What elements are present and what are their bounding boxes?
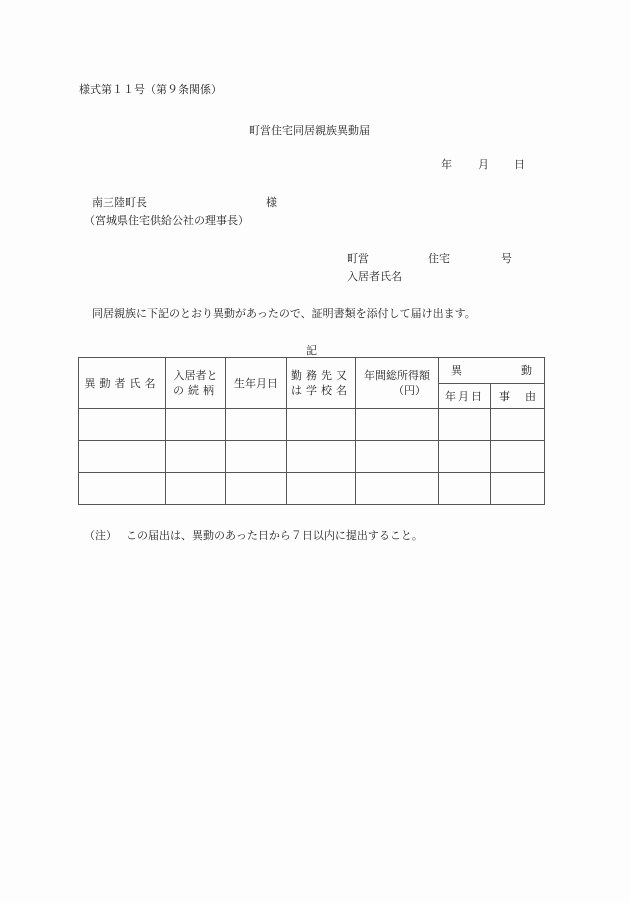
cell-date[interactable] [439,473,491,505]
housing-line [347,250,512,266]
note-label: （注） [84,529,117,542]
date-day-field[interactable]: 日 [514,158,525,171]
header-work [287,358,356,409]
header-work-line2: は学校名 [291,384,351,397]
header-relation [166,358,226,409]
cell-income[interactable] [356,473,439,505]
cell-work[interactable] [287,409,356,441]
table-row [79,409,545,441]
resident-name-label: 入居者氏名 [347,270,402,283]
cell-reason[interactable] [491,473,545,505]
document-title: 町営住宅同居親族異動届 [249,124,370,137]
note-text: この届出は、異動のあった日から７日以内に提出すること。 [126,529,423,542]
header-reason-right: 由 [525,389,536,403]
header-income-line2: （円） [393,384,426,397]
cell-birthdate[interactable] [226,441,287,473]
header-change-right: 動 [521,364,532,377]
housing-number-field[interactable]: 号 [501,252,512,265]
table-row [79,473,545,505]
cell-relation[interactable] [166,441,226,473]
cell-reason[interactable] [491,441,545,473]
header-reason-left: 事 [499,389,510,403]
header-relation-line1: 入居者と [173,369,218,382]
cell-reason[interactable] [491,409,545,441]
addressee-honorific: 様 [266,196,277,209]
statement-text: 同居親族に下記のとおり異動があったので、証明書類を添付して届け出ます。 [92,307,476,320]
addressee-name: 南三陸町長 [92,196,147,209]
cell-name[interactable] [79,409,166,441]
header-change-date: 年月日 [439,384,491,409]
cell-income[interactable] [356,409,439,441]
cell-relation[interactable] [166,409,226,441]
header-birthdate: 生年月日 [226,358,287,409]
header-change [439,358,545,384]
cell-birthdate[interactable] [226,409,287,441]
date-year-field[interactable]: 年 [441,158,452,171]
table-row [79,441,545,473]
form-number: 様式第１１号（第９条関係） [79,83,222,96]
cell-birthdate[interactable] [226,473,287,505]
note [84,527,423,543]
cell-date[interactable] [439,441,491,473]
header-relation-line2: の続柄 [173,384,218,397]
header-work-line1: 勤務先又 [291,369,351,382]
cell-date[interactable] [439,409,491,441]
table-header-row [79,358,545,384]
cell-work[interactable] [287,473,356,505]
housing-name-field[interactable]: 住宅 [428,252,450,265]
ki-heading: 記 [306,344,317,357]
change-table [78,357,545,505]
cell-name[interactable] [79,441,166,473]
cell-income[interactable] [356,441,439,473]
header-change-reason [491,384,545,409]
header-name: 異動者氏名 [79,358,166,409]
date-month-field[interactable]: 月 [478,158,489,171]
cell-work[interactable] [287,441,356,473]
cell-relation[interactable] [166,473,226,505]
header-change-left: 異 [451,364,462,377]
date-line [441,156,525,172]
addressee-sub: （宮城県住宅供給公社の理事長） [84,214,249,227]
header-income-line1: 年間総所得額 [364,369,430,382]
cell-name[interactable] [79,473,166,505]
header-income [356,358,439,409]
housing-prefix: 町営 [347,252,369,265]
